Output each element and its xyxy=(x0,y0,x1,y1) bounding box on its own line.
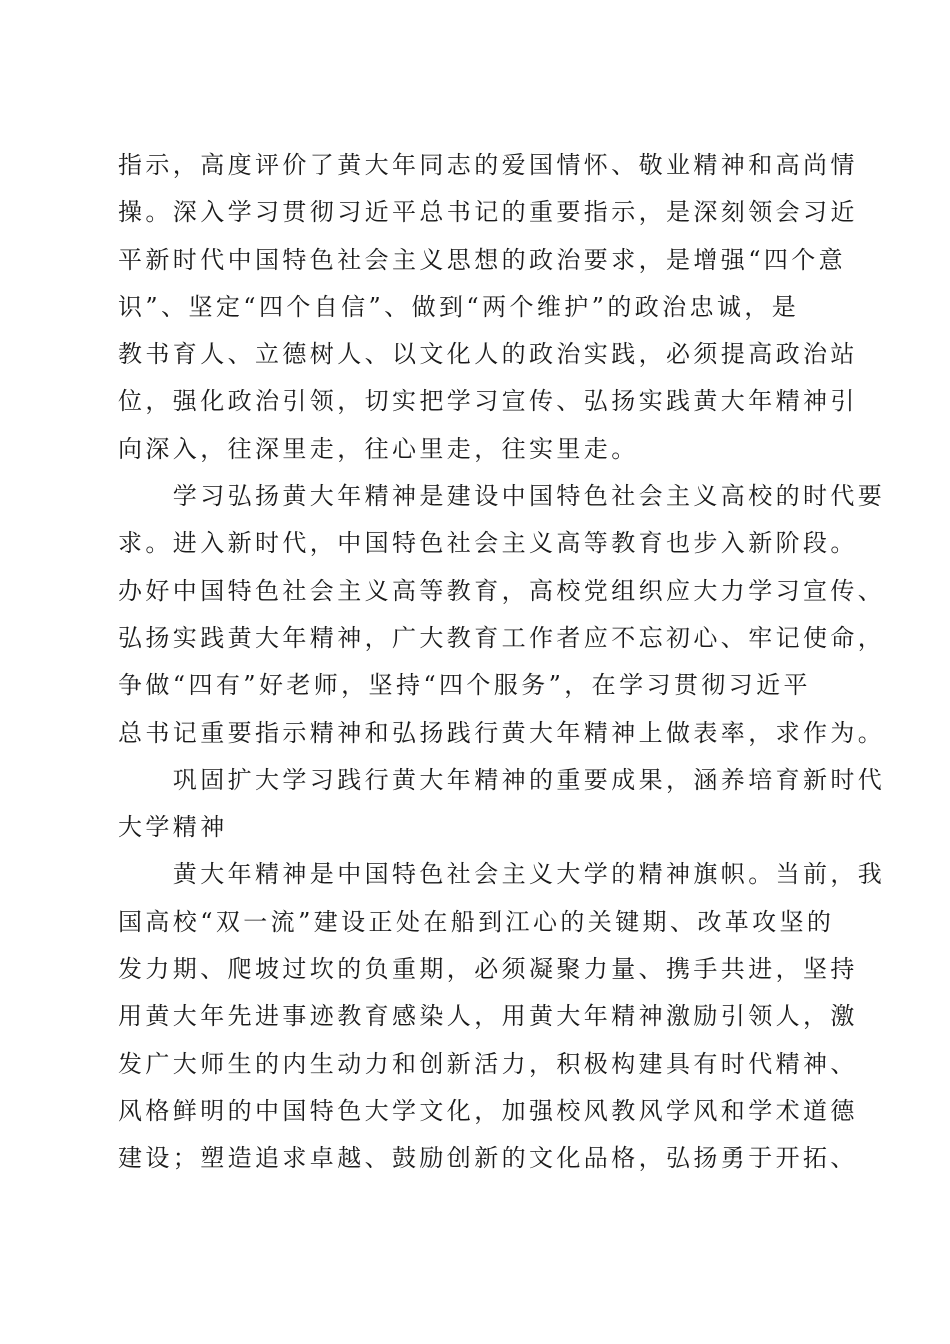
text-line: 总书记重要指示精神和弘扬践行黄大年精神上做表率，求作为。 xyxy=(118,718,886,747)
text-line: 大学精神 xyxy=(118,813,228,842)
text-line: 国高校“双一流”建设正处在船到江心的关键期、改革攻坚的 xyxy=(118,907,835,936)
text-line: 求。进入新时代，中国特色社会主义高等教育也步入新阶段。 xyxy=(118,529,858,558)
text-line: 指示，高度评价了黄大年同志的爱国情怀、敬业精神和高尚情 xyxy=(118,151,858,179)
text-line: 学习弘扬黄大年精神是建设中国特色社会主义高校的时代要 xyxy=(118,482,886,511)
text-line: 黄大年精神是中国特色社会主义大学的精神旗帜。当前，我 xyxy=(118,860,886,889)
text-line: 平新时代中国特色社会主义思想的政治要求，是增强“四个意 xyxy=(118,245,847,274)
text-line: 弘扬实践黄大年精神，广大教育工作者应不忘初心、牢记使命， xyxy=(118,623,886,652)
text-line: 识”、坚定“四个自信”、做到“两个维护”的政治忠诚，是 xyxy=(118,292,800,321)
text-line: 建设；塑造追求卓越、鼓励创新的文化品格，弘扬勇于开拓、 xyxy=(118,1144,858,1173)
text-line: 位，强化政治引领，切实把学习宣传、弘扬实践黄大年精神引 xyxy=(118,387,858,416)
text-line: 发力期、爬坡过坎的负重期，必须凝聚力量、携手共进，坚持 xyxy=(118,955,858,984)
body-text xyxy=(118,142,886,1183)
text-line: 用黄大年先进事迹教育感染人，用黄大年精神激励引领人，激 xyxy=(118,1002,858,1031)
text-line: 巩固扩大学习践行黄大年精神的重要成果，涵养培育新时代 xyxy=(118,765,886,794)
text-line: 争做“四有”好老师，坚持“四个服务”，在学习贯彻习近平 xyxy=(118,671,811,700)
text-line: 办好中国特色社会主义高等教育，高校党组织应大力学习宣传、 xyxy=(118,576,886,605)
text-line: 向深入，往深里走，往心里走，往实里走。 xyxy=(118,434,639,463)
text-line: 教书育人、立德树人、以文化人的政治实践，必须提高政治站 xyxy=(118,340,858,369)
text-line: 操。深入学习贯彻习近平总书记的重要指示，是深刻领会习近 xyxy=(118,198,858,227)
text-line: 风格鲜明的中国特色大学文化，加强校风教风学风和学术道德 xyxy=(118,1096,858,1125)
text-line: 发广大师生的内生动力和创新活力，积极构建具有时代精神、 xyxy=(118,1049,858,1078)
